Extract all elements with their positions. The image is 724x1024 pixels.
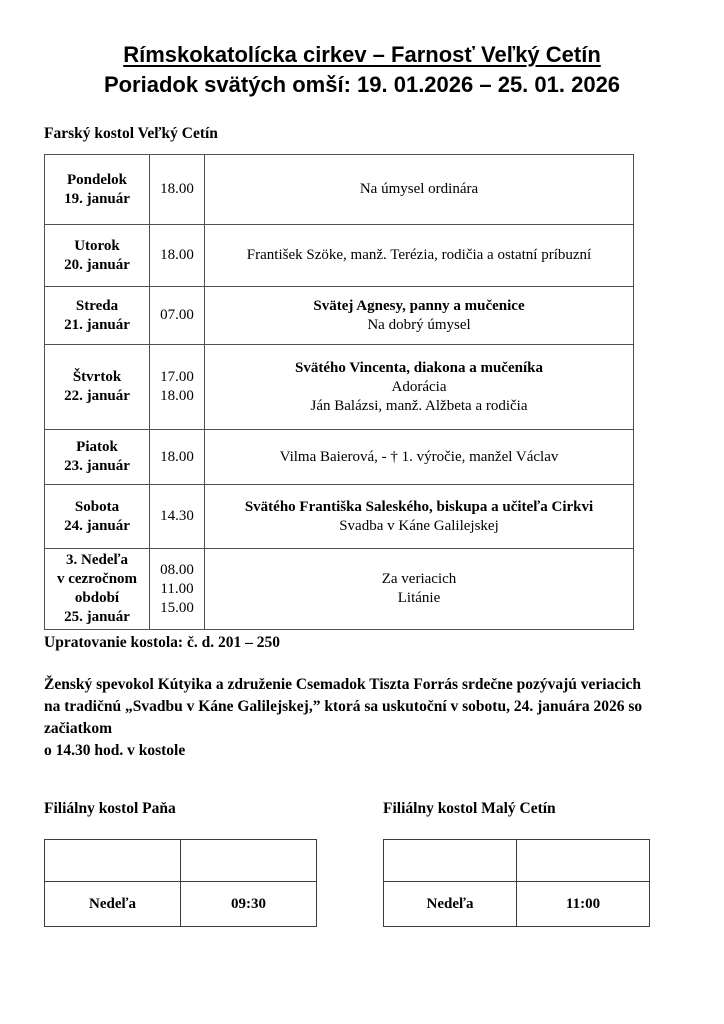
mass-row bbox=[45, 430, 634, 485]
filial-maly-cetin-heading: Filiálny kostol Malý Cetín bbox=[383, 800, 556, 817]
intention-line: Svätého Vincenta, diakona a mučeníka bbox=[295, 359, 543, 376]
day-cell bbox=[45, 287, 150, 345]
time-value: 18.00 bbox=[160, 448, 194, 465]
announcement-line: na tradičnú „Svadbu v Káne Galilejskej,” ktorá sa uskutoční v sobotu, 24. januára 2026 so začiatkom bbox=[44, 698, 643, 737]
time-value: 14.30 bbox=[160, 508, 194, 524]
day-cell bbox=[45, 430, 150, 485]
intention-cell bbox=[205, 225, 634, 287]
mass-row bbox=[45, 225, 634, 287]
time-cell bbox=[150, 155, 205, 225]
day-cell bbox=[45, 155, 150, 225]
day-line: 3. Nedeľa bbox=[65, 552, 129, 568]
intention-line: Ján Balázsi, manž. Alžbeta a rodičia bbox=[310, 397, 528, 414]
intention-line: Svätej Agnesy, panny a mučenice bbox=[313, 297, 525, 314]
document-header bbox=[0, 40, 724, 100]
time-value: 18.00 bbox=[160, 247, 194, 263]
mass-table-body bbox=[45, 155, 634, 630]
intention-line: František Szöke, manž. Terézia, rodičia a ostatní príbuzní bbox=[246, 247, 592, 263]
day-line: 24. január bbox=[64, 517, 130, 534]
intention-line: Na úmysel ordinára bbox=[359, 181, 479, 197]
mass-row bbox=[45, 549, 634, 630]
time-value: 11.00 bbox=[160, 580, 194, 597]
empty-cell bbox=[181, 840, 317, 882]
filial-pana-heading: Filiálny kostol Paňa bbox=[44, 800, 176, 817]
day-cell bbox=[45, 485, 150, 549]
intention-line: Za veriacich bbox=[381, 571, 457, 587]
intention-line: Litánie bbox=[397, 590, 441, 606]
day-line: v cezročnom bbox=[56, 571, 138, 587]
day-cell: Nedeľa bbox=[384, 882, 517, 927]
day-line: Sobota bbox=[74, 498, 120, 515]
day-line: období bbox=[74, 590, 120, 606]
filial-block-maly-cetin bbox=[383, 800, 650, 927]
intention-line: Na dobrý úmysel bbox=[367, 316, 471, 333]
time-value: 17.00 bbox=[160, 369, 194, 385]
intention-line: Adorácia bbox=[391, 378, 447, 395]
day-cell bbox=[45, 549, 150, 630]
time-cell: 09:30 bbox=[181, 882, 317, 927]
time-value: 18.00 bbox=[160, 181, 194, 197]
day-line: 19. január bbox=[64, 190, 130, 207]
empty-cell bbox=[45, 840, 181, 882]
day-line: Štvrtok bbox=[72, 369, 122, 385]
filial-empty-row bbox=[384, 840, 650, 882]
time-cell: 11:00 bbox=[517, 882, 650, 927]
intention-cell bbox=[205, 287, 634, 345]
time-value: 15.00 bbox=[160, 599, 194, 616]
day-line: Piatok bbox=[76, 439, 118, 455]
filial-mass-row bbox=[384, 882, 650, 927]
day-line: 20. január bbox=[64, 256, 130, 273]
time-value: 18.00 bbox=[160, 388, 194, 404]
filial-block-pana bbox=[44, 800, 317, 927]
intention-line: Svadba v Káne Galilejskej bbox=[339, 517, 499, 534]
time-value: 08.00 bbox=[160, 561, 194, 578]
mass-row bbox=[45, 485, 634, 549]
empty-cell bbox=[517, 840, 650, 882]
mass-row bbox=[45, 155, 634, 225]
parish-church-heading: Farský kostol Veľký Cetín bbox=[44, 125, 218, 142]
mass-schedule-table bbox=[44, 154, 634, 630]
announcement-line: Ženský spevokol Kútyika a združenie Csemadok Tiszta Forrás srdečne pozývajú veriacich bbox=[44, 676, 642, 693]
mass-row bbox=[45, 345, 634, 430]
empty-cell bbox=[384, 840, 517, 882]
time-cell bbox=[150, 345, 205, 430]
day-cell bbox=[45, 225, 150, 287]
intention-cell bbox=[205, 430, 634, 485]
intention-line: Svätého Františka Saleského, biskupa a učiteľa Cirkvi bbox=[244, 498, 594, 515]
time-cell bbox=[150, 430, 205, 485]
announcement-line: o 14.30 hod. v kostole bbox=[44, 742, 186, 759]
announcement-paragraph bbox=[44, 674, 680, 762]
day-line: Pondelok bbox=[66, 171, 127, 188]
page-subtitle: Poriadok svätých omší: 19. 01.2026 – 25. 01. 2026 bbox=[103, 72, 621, 97]
day-line: 23. január bbox=[64, 458, 130, 474]
cleaning-note: Upratovanie kostola: č. d. 201 – 250 bbox=[44, 634, 280, 651]
filial-churches-section bbox=[44, 800, 724, 927]
day-line: 22. január bbox=[64, 388, 130, 404]
day-line: 25. január bbox=[64, 609, 130, 625]
intention-cell bbox=[205, 485, 634, 549]
filial-table-pana bbox=[44, 839, 317, 927]
day-line: Utorok bbox=[74, 237, 120, 254]
intention-cell bbox=[205, 549, 634, 630]
time-cell bbox=[150, 485, 205, 549]
day-line: 21. január bbox=[64, 316, 130, 333]
day-cell: Nedeľa bbox=[45, 882, 181, 927]
filial-table-maly-cetin bbox=[383, 839, 650, 927]
intention-cell bbox=[205, 345, 634, 430]
page-title: Rímskokatolícka cirkev – Farnosť Veľký Cetín bbox=[123, 42, 601, 67]
filial-empty-row bbox=[45, 840, 317, 882]
mass-row bbox=[45, 287, 634, 345]
filial-mass-row bbox=[45, 882, 317, 927]
time-cell bbox=[150, 225, 205, 287]
time-cell bbox=[150, 287, 205, 345]
day-cell bbox=[45, 345, 150, 430]
intention-cell bbox=[205, 155, 634, 225]
time-value: 07.00 bbox=[160, 307, 194, 323]
day-line: Streda bbox=[75, 297, 119, 314]
intention-line: Vilma Baierová, - † 1. výročie, manžel Václav bbox=[279, 448, 559, 465]
time-cell bbox=[150, 549, 205, 630]
